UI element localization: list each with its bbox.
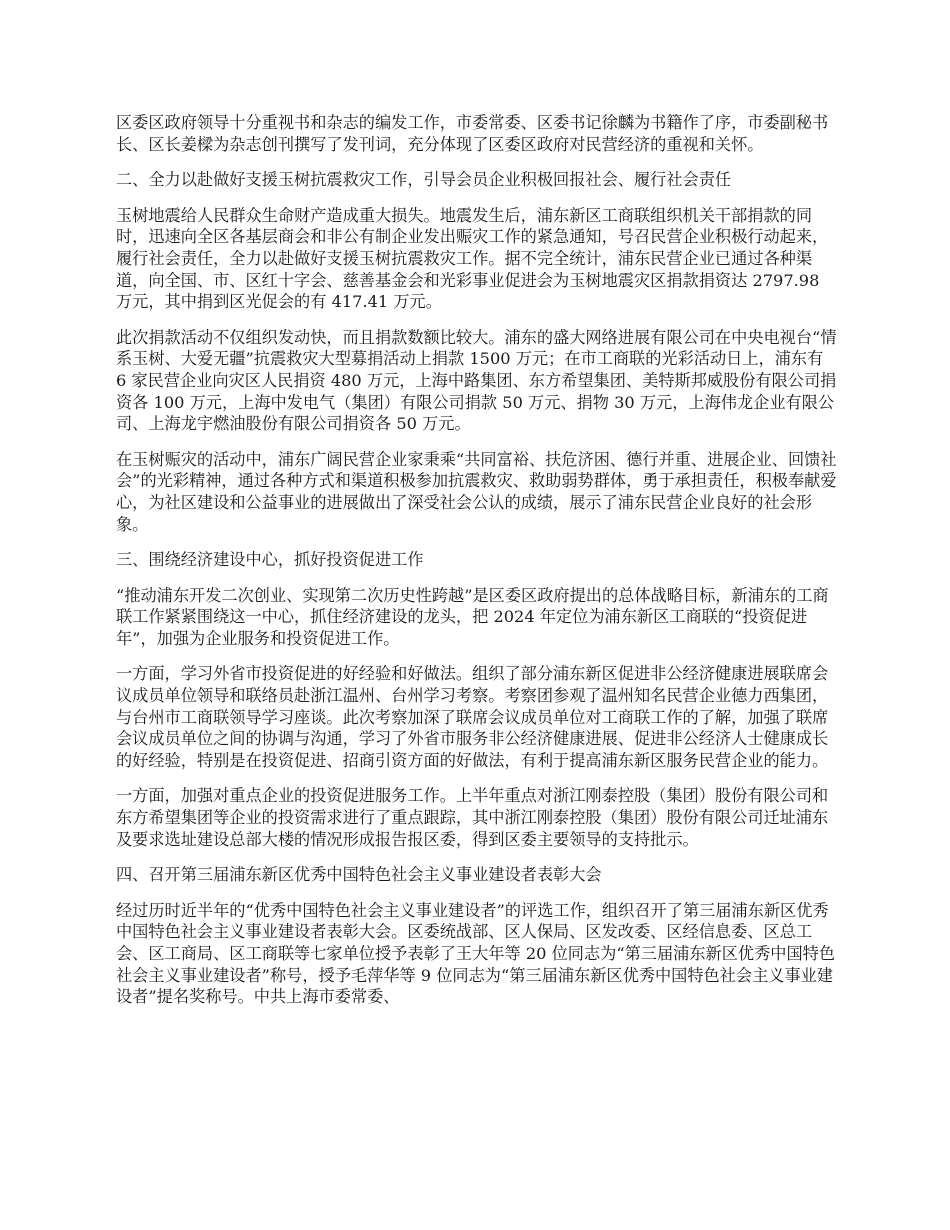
paragraph-commendation-details: 经过历时近半年的“优秀中国特色社会主义事业建设者”的评选工作，组织召开了第三届浦东新区优秀中国特色社会主义事业建设者表彰大会。区委统战部、区人保局、区发改委、区经信息委、区总工会、区工商局、区工商联等七家单位授予表彰了王大年等 20 位同志为“第三届浦东新区优秀中国特色社会主义事业建设者”称号，授予毛萍华等 9 位同志为“第三届浦东新区优秀中国特色社会主义事业建设者”提名奖称号。中共上海市委常委、 bbox=[116, 900, 836, 1007]
paragraph-guangcai-spirit: 在玉树赈灾的活动中，浦东广阔民营企业家秉乘“共同富裕、扶危济困、德行并重、进展企业、回馈社会”的光彩精神，通过各种方式和渠道积极参加抗震救灾、救助弱势群体，勇于承担责任，积极奉献爱心，为社区建设和公益事业的进展做出了深受社会公认的成绩，展示了浦东民营企业良好的社会形象。 bbox=[116, 449, 837, 534]
section-heading-yushu-relief: 二、全力以赴做好支援玉树抗震救灾工作，引导会员企业积极回报社会、履行社会责任 bbox=[116, 170, 732, 190]
paragraph-key-enterprises: 一方面，加强对重点企业的投资促进服务工作。上半年重点对浙江刚泰控股（集团）股份有限公司和东方希望集团等企业的投资需求进行了重点跟踪，其中浙江刚泰控股（集团）股份有限公司迁址浦东及要求选址建设总部大楼的情况形成报告报区委，得到区委主要领导的支持批示。 bbox=[116, 786, 829, 849]
paragraph-donation-details: 此次捐款活动不仅组织发动快，而且捐款数额比较大。浦东的盛大网络进展有限公司在中央电视台“情系玉树、大爱无疆”抗震救灾大型募捐活动上捐款 1500 万元；在市工商联的光彩活动日上，浦东有 6 家民营企业向灾区人民捐资 480 万元，上海中路集团、东方希望集团、美特斯邦威股份有限公司捐资各 100 万元，上海中发电气（集团）有限公司捐款 50 万元、捐物 30 万元，上海伟龙企业有限公司、上海龙宇燃油股份有限公司捐资各 50 万元。 bbox=[116, 327, 837, 434]
document-body bbox=[116, 112, 838, 1022]
paragraph-study-tour: 一方面，学习外省市投资促进的好经验和好做法。组织了部分浦东新区促进非公经济健康进展联席会议成员单位领导和联络员赴浙江温州、台州学习考察。考察团参观了温州知名民营企业德力西集团，与台州市工商联领导学习座谈。此次考察加深了联席会议成员单位对工商联工作的了解，加强了联席会议成员单位之间的协调与沟通，学习了外省市服务非公经济健康进展、促进非公经济人士健康成长的好经验，特别是在投资促进、招商引资方面的好做法，有利于提高浦东新区服务民营企业的能力。 bbox=[116, 664, 829, 770]
section-heading-commendation-conference: 四、召开第三届浦东新区优秀中国特色社会主义事业建设者表彰大会 bbox=[116, 865, 602, 885]
paragraph-strategic-goal: “推动浦东开发二次创业、实现第二次历史性跨越”是区委区政府提出的总体战略目标，新浦东的工商联工作紧紧围绕这一中心，抓住经济建设的龙头，把 2024 年定位为浦东新区工商联的“投资促进年”，加强为企业服务和投资促进工作。 bbox=[116, 585, 829, 648]
paragraph-earthquake-donations: 玉树地震给人民群众生命财产造成重大损失。地震发生后，浦东新区工商联组织机关干部捐款的同时，迅速向全区各基层商会和非公有制企业发出赈灾工作的紧急通知，号召民营企业积极行动起来，履行社会责任，全力以赴做好支援玉树抗震救灾工作。据不完全统计，浦东民营企业已通过各种渠道，向全国、市、区红十字会、慈善基金会和光彩事业促进会为玉树地震灾区捐款捐资达 2797.98 万元，其中捐到区光促会的有 417.41 万元。 bbox=[116, 205, 829, 312]
section-heading-investment-promotion: 三、围绕经济建设中心，抓好投资促进工作 bbox=[116, 550, 424, 570]
paragraph-leadership-attention: 区委区政府领导十分重视书和杂志的编发工作，市委常委、区委书记徐麟为书籍作了序，市委副秘书长、区长姜樑为杂志创刊撰写了发刊词，充分体现了区委区政府对民营经济的重视和关怀。 bbox=[116, 113, 829, 154]
